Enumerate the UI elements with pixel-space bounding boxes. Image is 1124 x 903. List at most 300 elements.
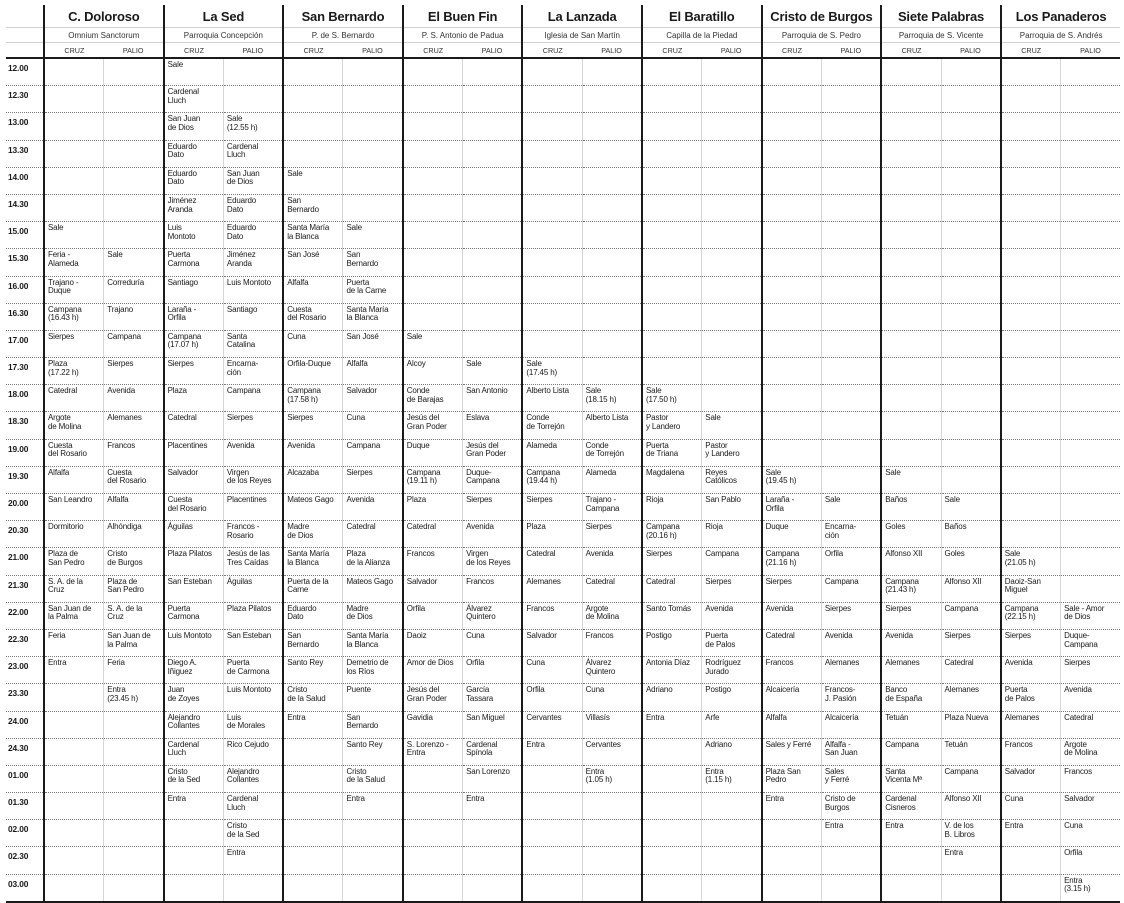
location-text: Catedral <box>346 522 376 532</box>
cruz-location-cell <box>762 738 822 765</box>
cruz-location-cell <box>762 575 822 602</box>
palio-location-cell <box>1061 602 1121 629</box>
palio-location-cell <box>463 412 523 439</box>
palio-location-cell <box>702 874 762 902</box>
palio-location-cell <box>463 113 523 140</box>
location-text: Sale <box>287 168 303 178</box>
location-text: Trajano - Duque <box>48 277 79 296</box>
location-text: Francos- J. Pasión <box>824 685 857 703</box>
palio-location-cell <box>1061 439 1121 466</box>
palio-location-cell <box>463 629 523 656</box>
cruz-location-cell <box>164 548 224 575</box>
cruz-location-cell <box>403 167 463 194</box>
location-text: Puerta Carmona <box>167 603 200 622</box>
location-text: Goles <box>885 522 906 532</box>
palio-location-cell <box>941 738 1001 765</box>
location-text: Amor de Dios <box>406 658 454 668</box>
cruz-location-cell <box>642 412 702 439</box>
location-text: Entra <box>466 794 485 804</box>
palio-location-cell <box>821 548 881 575</box>
location-text: Sierpes <box>167 359 194 369</box>
palio-location-cell <box>223 765 283 792</box>
palio-location-cell <box>821 385 881 412</box>
palio-location-cell <box>463 494 523 521</box>
palio-location-cell <box>223 466 283 493</box>
palio-location-cell <box>223 874 283 902</box>
location-text: Jiménez Aranda <box>226 250 256 268</box>
cruz-location-cell <box>522 222 582 249</box>
cruz-location-cell <box>283 412 343 439</box>
location-text: Sale <box>705 413 721 423</box>
location-text: Plaza Pilatos <box>226 603 272 613</box>
cruz-location-cell <box>642 303 702 330</box>
palio-location-cell <box>821 86 881 113</box>
palio-location-cell <box>1061 58 1121 86</box>
location-text: Sierpes <box>585 522 612 532</box>
time-label: 18.30 <box>6 412 44 439</box>
cruz-location-cell <box>403 575 463 602</box>
cruz-location-cell <box>881 847 941 874</box>
cruz-location-cell <box>44 412 104 439</box>
cruz-location-cell <box>44 358 104 385</box>
cruz-location-cell <box>642 874 702 902</box>
cruz-location-cell <box>283 439 343 466</box>
cruz-location-cell <box>522 140 582 167</box>
location-text: Duque <box>406 440 430 450</box>
palio-location-cell <box>702 330 762 357</box>
location-text: Plaza <box>406 495 427 504</box>
location-text: Puerta de la Carne <box>346 277 387 296</box>
location-text: Cuna <box>346 413 366 423</box>
palio-location-cell <box>821 358 881 385</box>
location-text: Jiménez Aranda <box>167 195 197 214</box>
cruz-location-cell <box>762 521 822 548</box>
palio-location-cell <box>821 575 881 602</box>
cruz-location-cell <box>164 249 224 276</box>
palio-location-cell <box>1061 466 1121 493</box>
palio-location-cell <box>223 847 283 874</box>
cruz-location-cell <box>642 86 702 113</box>
cruz-location-cell <box>642 249 702 276</box>
palio-location-cell <box>821 765 881 792</box>
brotherhood-name: Los Panaderos <box>1001 5 1121 28</box>
palio-location-cell <box>343 874 403 902</box>
location-text: Orfila <box>406 603 425 613</box>
location-text: Sale <box>466 359 482 369</box>
location-text: Sale <box>48 223 64 233</box>
time-label: 21.00 <box>6 548 44 575</box>
time-header-blank <box>6 28 44 43</box>
cruz-location-cell <box>642 629 702 656</box>
location-text: Alemanes <box>824 658 860 668</box>
cruz-location-cell <box>403 738 463 765</box>
palio-location-cell <box>223 140 283 167</box>
location-text: Avenida <box>885 630 913 640</box>
location-text: Salvador <box>167 467 198 477</box>
cruz-location-cell <box>44 548 104 575</box>
location-text: Eduardo Dato <box>287 603 317 622</box>
location-text: Catedral <box>765 630 795 640</box>
location-text: Juan de Zoyes <box>167 685 200 703</box>
cruz-location-cell <box>283 249 343 276</box>
palio-location-cell <box>223 575 283 602</box>
palio-location-cell <box>104 684 164 711</box>
palio-location-cell <box>343 765 403 792</box>
cruz-location-cell <box>522 330 582 357</box>
palio-location-cell <box>582 494 642 521</box>
cruz-location-cell <box>164 330 224 357</box>
palio-location-cell <box>1061 684 1121 711</box>
cruz-location-cell <box>44 330 104 357</box>
location-text: Cuesta del Rosario <box>48 440 87 459</box>
palio-location-cell <box>702 521 762 548</box>
cruz-location-cell <box>522 358 582 385</box>
location-text: Catedral <box>944 658 974 668</box>
cruz-location-cell <box>403 820 463 847</box>
cruz-location-cell <box>283 466 343 493</box>
palio-location-cell <box>104 494 164 521</box>
cruz-location-cell <box>762 194 822 221</box>
palio-location-cell <box>104 86 164 113</box>
cruz-location-cell <box>44 466 104 493</box>
cruz-location-cell <box>762 249 822 276</box>
cruz-location-cell <box>44 303 104 330</box>
cruz-location-cell <box>44 249 104 276</box>
time-label: 19.30 <box>6 466 44 493</box>
location-text: Avenida <box>1004 658 1033 668</box>
location-text: S. A. de la Cruz <box>107 603 143 622</box>
palio-location-cell <box>941 657 1001 684</box>
palio-location-cell <box>821 222 881 249</box>
time-label: 24.30 <box>6 738 44 765</box>
location-text: Jesús del Gran Poder <box>466 440 506 459</box>
palio-location-cell <box>1061 385 1121 412</box>
palio-location-cell <box>343 847 403 874</box>
cruz-location-cell <box>283 765 343 792</box>
location-text: Entra <box>287 712 306 722</box>
cruz-location-cell <box>762 874 822 902</box>
cruz-location-cell <box>1001 629 1061 656</box>
cruz-column-header: CRUZ <box>642 43 702 59</box>
time-label: 03.00 <box>6 874 44 902</box>
location-text: Santo Rey <box>287 658 324 668</box>
palio-location-cell <box>702 793 762 820</box>
cruz-location-cell <box>283 222 343 249</box>
cruz-location-cell <box>283 494 343 521</box>
palio-location-cell <box>223 276 283 303</box>
palio-location-cell <box>582 222 642 249</box>
cruz-location-cell <box>881 494 941 521</box>
location-text: Adriano <box>645 685 673 695</box>
time-slot-row <box>6 330 1120 357</box>
palio-location-cell <box>104 222 164 249</box>
cruz-location-cell <box>44 521 104 548</box>
palio-location-cell <box>1061 847 1121 874</box>
palio-location-cell <box>582 847 642 874</box>
location-text: Salvador <box>1004 766 1036 776</box>
location-text: San Juan de Dios <box>226 168 260 187</box>
location-text: Postigo <box>645 630 672 640</box>
location-text: Alejandro Collantes <box>167 712 201 731</box>
palio-location-cell <box>582 820 642 847</box>
time-label: 17.00 <box>6 330 44 357</box>
cruz-location-cell <box>44 602 104 629</box>
palio-location-cell <box>223 58 283 86</box>
time-label: 16.30 <box>6 303 44 330</box>
palio-location-cell <box>463 358 523 385</box>
cruz-location-cell <box>403 194 463 221</box>
palio-location-cell <box>941 194 1001 221</box>
location-text: Avenida <box>1064 685 1092 695</box>
palio-location-cell <box>702 249 762 276</box>
palio-location-cell <box>582 629 642 656</box>
location-text: Duque <box>765 522 789 532</box>
location-text: Santa Catalina <box>226 331 256 350</box>
cruz-location-cell <box>881 521 941 548</box>
location-text: Alemanes <box>1004 712 1040 722</box>
palio-location-cell <box>223 113 283 140</box>
location-text: Sierpes <box>346 467 373 477</box>
location-text: Puerta de Palos <box>705 630 736 649</box>
cruz-column-header: CRUZ <box>44 43 104 59</box>
palio-location-cell <box>582 602 642 629</box>
palio-column-header: PALIO <box>821 43 881 59</box>
palio-location-cell <box>104 847 164 874</box>
cruz-location-cell <box>522 874 582 902</box>
cruz-location-cell <box>164 711 224 738</box>
palio-location-cell <box>941 521 1001 548</box>
cruz-location-cell <box>522 276 582 303</box>
location-text: Orfila <box>1064 848 1083 858</box>
location-text: Virgen de los Reyes <box>226 467 272 486</box>
cruz-location-cell <box>164 194 224 221</box>
location-text: Cuna <box>466 630 485 640</box>
palio-location-cell <box>104 711 164 738</box>
cruz-location-cell <box>1001 222 1061 249</box>
location-text: Argote de Molina <box>48 413 82 432</box>
cruz-column-header: CRUZ <box>164 43 224 59</box>
palio-location-cell <box>343 820 403 847</box>
palio-location-cell <box>463 385 523 412</box>
location-text: Catedral <box>645 576 676 586</box>
cruz-location-cell <box>522 765 582 792</box>
location-text: Jesús del Gran Poder <box>406 413 447 432</box>
location-text: Conde de Barajas <box>406 386 444 404</box>
time-label: 18.00 <box>6 385 44 412</box>
cruz-location-cell <box>881 140 941 167</box>
time-label: 13.00 <box>6 113 44 140</box>
time-slot-row <box>6 358 1120 385</box>
location-text: Campana (19.44 h) <box>526 467 561 486</box>
palio-location-cell <box>463 847 523 874</box>
cruz-location-cell <box>403 303 463 330</box>
time-label: 02.00 <box>6 820 44 847</box>
palio-location-cell <box>582 140 642 167</box>
location-text: Cuesta del Rosario <box>287 304 327 323</box>
location-text: Avenida <box>824 630 853 640</box>
palio-location-cell <box>463 330 523 357</box>
location-text: Villasís <box>585 712 610 722</box>
palio-location-cell <box>941 711 1001 738</box>
cruz-location-cell <box>44 847 104 874</box>
location-text: Plaza de San Pedro <box>107 576 144 595</box>
palio-location-cell <box>941 58 1001 86</box>
palio-location-cell <box>463 684 523 711</box>
palio-location-cell <box>1061 249 1121 276</box>
palio-location-cell <box>104 412 164 439</box>
cruz-location-cell <box>164 575 224 602</box>
cruz-location-cell <box>164 303 224 330</box>
cruz-location-cell <box>283 113 343 140</box>
time-label: 24.00 <box>6 711 44 738</box>
palio-location-cell <box>1061 86 1121 113</box>
location-text: Alameda <box>585 467 617 477</box>
location-text: Entra <box>824 821 844 831</box>
location-text: Catedral <box>406 522 436 532</box>
time-slot-row <box>6 412 1120 439</box>
procession-schedule-table <box>6 5 1120 903</box>
brotherhood-name: La Lanzada <box>522 5 642 28</box>
location-text: Campana (16.43 h) <box>48 304 82 323</box>
location-text: Puerta Carmona <box>167 250 200 268</box>
cruz-location-cell <box>762 303 822 330</box>
palio-location-cell <box>941 684 1001 711</box>
location-text: Alfalfa <box>107 495 129 504</box>
cruz-location-cell <box>762 494 822 521</box>
location-text: Francos <box>765 658 794 668</box>
palio-location-cell <box>941 140 1001 167</box>
palio-location-cell <box>343 548 403 575</box>
church-name: P. de S. Bernardo <box>283 28 403 43</box>
palio-location-cell <box>223 820 283 847</box>
cruz-location-cell <box>642 113 702 140</box>
cruz-location-cell <box>642 521 702 548</box>
cruz-location-cell <box>283 874 343 902</box>
cruz-location-cell <box>762 439 822 466</box>
palio-location-cell <box>582 874 642 902</box>
location-text: Águilas <box>167 522 193 532</box>
location-text: Sierpes <box>466 495 493 504</box>
cruz-location-cell <box>44 657 104 684</box>
palio-location-cell <box>941 466 1001 493</box>
palio-location-cell <box>821 58 881 86</box>
palio-location-cell <box>702 194 762 221</box>
location-text: Encarna- ción <box>226 359 259 377</box>
location-text: Campana <box>346 440 381 450</box>
time-label: 15.30 <box>6 249 44 276</box>
location-text: Entra <box>885 821 904 831</box>
palio-location-cell <box>702 58 762 86</box>
time-slot-row <box>6 167 1120 194</box>
cruz-location-cell <box>762 113 822 140</box>
cruz-location-cell <box>642 194 702 221</box>
cruz-location-cell <box>164 874 224 902</box>
location-text: Pastor y Landero <box>705 440 740 459</box>
location-text: Entra (1.05 h) <box>585 766 613 785</box>
location-text: Orfila <box>526 685 545 695</box>
cruz-location-cell <box>881 820 941 847</box>
palio-location-cell <box>702 494 762 521</box>
location-text: Cervantes <box>526 712 562 722</box>
palio-location-cell <box>941 494 1001 521</box>
location-text: Alfalfa <box>287 277 309 287</box>
palio-location-cell <box>582 711 642 738</box>
palio-location-cell <box>821 330 881 357</box>
palio-location-cell <box>941 276 1001 303</box>
palio-location-cell <box>582 276 642 303</box>
location-text: Cristo de Burgos <box>824 794 856 812</box>
palio-location-cell <box>821 466 881 493</box>
palio-location-cell <box>941 439 1001 466</box>
brotherhood-name: La Sed <box>164 5 284 28</box>
palio-location-cell <box>582 113 642 140</box>
time-column-header <box>6 43 44 59</box>
palio-location-cell <box>463 711 523 738</box>
location-text: Cristo de Burgos <box>107 549 143 567</box>
palio-column-header: PALIO <box>463 43 523 59</box>
palio-location-cell <box>821 412 881 439</box>
cruz-location-cell <box>44 439 104 466</box>
cruz-location-cell <box>403 657 463 684</box>
location-text: Luis Montoto <box>167 223 196 241</box>
location-text: Sierpes <box>226 413 253 423</box>
palio-location-cell <box>821 820 881 847</box>
location-text: San Pablo <box>705 495 741 504</box>
palio-location-cell <box>702 466 762 493</box>
cruz-location-cell <box>403 765 463 792</box>
location-text: Avenida <box>466 522 494 532</box>
location-text: Conde de Torrejón <box>526 413 565 432</box>
palio-location-cell <box>223 86 283 113</box>
palio-location-cell <box>1061 711 1121 738</box>
location-text: Entra <box>48 658 67 668</box>
cruz-location-cell <box>283 167 343 194</box>
palio-location-cell <box>702 548 762 575</box>
cruz-location-cell <box>881 58 941 86</box>
location-text: Francos <box>406 549 435 559</box>
cruz-location-cell <box>881 548 941 575</box>
palio-location-cell <box>1061 222 1121 249</box>
palio-location-cell <box>941 222 1001 249</box>
cruz-location-cell <box>283 602 343 629</box>
location-text: Entra <box>1004 821 1024 831</box>
brotherhood-name-row <box>6 5 1120 28</box>
location-text: Rodríguez Jurado <box>705 658 741 676</box>
cruz-location-cell <box>881 249 941 276</box>
time-slot-row <box>6 793 1120 820</box>
palio-location-cell <box>702 602 762 629</box>
cruz-location-cell <box>403 276 463 303</box>
palio-location-cell <box>582 548 642 575</box>
location-text: Francos - Rosario <box>226 522 260 540</box>
cruz-location-cell <box>283 548 343 575</box>
location-text: Eduardo Dato <box>226 195 257 214</box>
location-text: Sierpes <box>1004 630 1031 640</box>
location-text: Cristo de la Salud <box>287 685 326 703</box>
palio-location-cell <box>702 167 762 194</box>
palio-location-cell <box>343 657 403 684</box>
cruz-location-cell <box>283 793 343 820</box>
location-text: Sale <box>107 250 123 260</box>
cruz-location-cell <box>1001 385 1061 412</box>
location-text: San Bernardo <box>287 630 319 649</box>
brotherhood-name: San Bernardo <box>283 5 403 28</box>
palio-location-cell <box>1061 494 1121 521</box>
time-slot-row <box>6 847 1120 874</box>
location-text: San Antonio <box>466 386 508 396</box>
cruz-location-cell <box>403 684 463 711</box>
cruz-location-cell <box>44 820 104 847</box>
